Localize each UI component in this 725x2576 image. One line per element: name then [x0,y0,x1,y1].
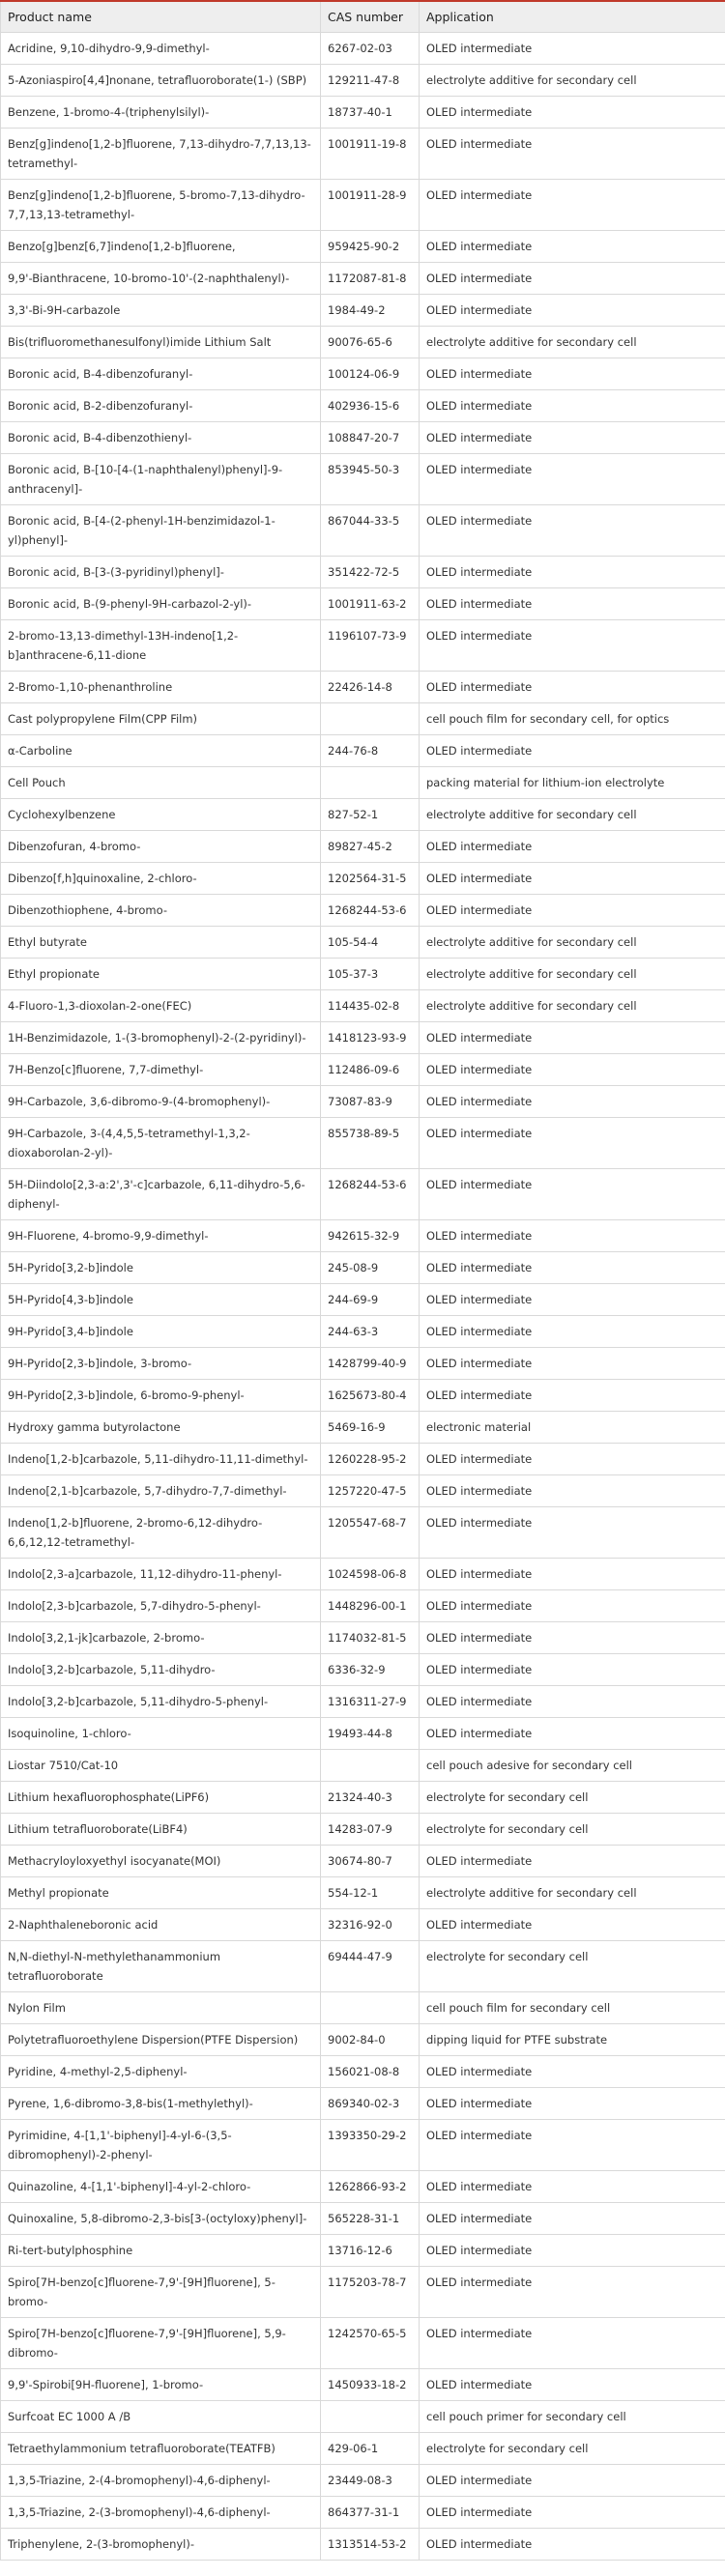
application-cell: OLED intermediate [420,1654,725,1686]
product-name-cell: 5H-Pyrido[3,2-b]indole [1,1252,321,1284]
application-cell: dipping liquid for PTFE substrate [420,2024,725,2056]
product-name-cell: Quinazoline, 4-[1,1'-biphenyl]-4-yl-2-chloro- [1,2171,321,2203]
application-cell: electrolyte for secondary cell [420,1941,725,1992]
cas-number-cell: 1202564-31-5 [321,863,420,895]
product-name-cell: 9,9'-Spirobi[9H-fluorene], 1-bromo- [1,2369,321,2401]
table-row [1,65,725,97]
cas-number-cell: 156021-08-8 [321,2056,420,2088]
product-name-cell: Ethyl propionate [1,959,321,990]
application-cell: OLED intermediate [420,735,725,767]
cas-number-cell: 1242570-65-5 [321,2318,420,2369]
application-cell: OLED intermediate [420,1118,725,1169]
cas-number-cell: 5469-16-9 [321,1412,420,1444]
product-name-cell: Cell Pouch [1,767,321,799]
application-cell: OLED intermediate [420,231,725,263]
product-name-cell: 9,9'-Bianthracene, 10-bromo-10'-(2-naphthalenyl)- [1,263,321,295]
product-name-cell: Boronic acid, B-2-dibenzofuranyl- [1,390,321,422]
application-cell: OLED intermediate [420,2529,725,2561]
cas-number-cell: 869340-02-3 [321,2088,420,2120]
table-row [1,1686,725,1718]
product-name-cell: 2-Bromo-1,10-phenanthroline [1,672,321,703]
table-row [1,620,725,672]
product-name-cell: 4-Fluoro-1,3-dioxolan-2-one(FEC) [1,990,321,1022]
product-name-cell: Bis(trifluoromethanesulfonyl)imide Lithium Salt [1,327,321,358]
product-name-cell: Triphenylene, 2-(3-bromophenyl)- [1,2529,321,2561]
cas-number-cell: 1984-49-2 [321,295,420,327]
table-row [1,2401,725,2433]
cas-number-cell: 1625673-80-4 [321,1380,420,1412]
application-cell: electronic material [420,1412,725,1444]
application-cell: OLED intermediate [420,1444,725,1475]
cas-number-cell: 14283-07-9 [321,1814,420,1846]
table-row [1,672,725,703]
application-cell: electrolyte additive for secondary cell [420,327,725,358]
product-name-cell: Indeno[1,2-b]fluorene, 2-bromo-6,12-dihydro-6,6,12,12-tetramethyl- [1,1507,321,1559]
cas-number-cell: 959425-90-2 [321,231,420,263]
application-cell: cell pouch adesive for secondary cell [420,1750,725,1782]
application-cell: cell pouch film for secondary cell, for optics [420,703,725,735]
application-cell: OLED intermediate [420,1086,725,1118]
product-name-cell: 1,3,5-Triazine, 2-(4-bromophenyl)-4,6-diphenyl- [1,2465,321,2497]
product-name-cell: Benz[g]indeno[1,2-b]fluorene, 7,13-dihydro-7,7,13,13-tetramethyl- [1,129,321,180]
product-name-cell: Cast polypropylene Film(CPP Film) [1,703,321,735]
cas-number-cell [321,703,420,735]
application-cell: OLED intermediate [420,1686,725,1718]
application-cell: OLED intermediate [420,422,725,454]
product-name-cell: Ethyl butyrate [1,927,321,959]
product-name-cell: 9H-Fluorene, 4-bromo-9,9-dimethyl- [1,1220,321,1252]
application-cell: OLED intermediate [420,180,725,231]
cas-number-cell [321,1750,420,1782]
cas-number-cell: 1024598-06-8 [321,1559,420,1590]
table-row [1,895,725,927]
table-row [1,97,725,129]
product-name-cell: Dibenzothiophene, 4-bromo- [1,895,321,927]
application-cell: electrolyte for secondary cell [420,1814,725,1846]
table-row [1,505,725,557]
product-name-cell: 9H-Pyrido[3,4-b]indole [1,1316,321,1348]
cas-number-cell: 1262866-93-2 [321,2171,420,2203]
application-cell: electrolyte for secondary cell [420,1782,725,1814]
product-name-cell: Pyrene, 1,6-dibromo-3,8-bis(1-methylethyl)- [1,2088,321,2120]
table-row [1,263,725,295]
application-cell: OLED intermediate [420,1559,725,1590]
cas-number-cell: 1172087-81-8 [321,263,420,295]
table-row [1,231,725,263]
table-row [1,454,725,505]
table-row [1,1169,725,1220]
application-cell: electrolyte additive for secondary cell [420,65,725,97]
application-cell: OLED intermediate [420,1169,725,1220]
table-row [1,2497,725,2529]
application-cell: OLED intermediate [420,863,725,895]
table-row [1,1654,725,1686]
product-name-cell: Boronic acid, B-4-dibenzothienyl- [1,422,321,454]
product-name-cell: Indolo[3,2-b]carbazole, 5,11-dihydro-5-phenyl- [1,1686,321,1718]
table-row [1,2529,725,2561]
cas-number-cell: 1175203-78-7 [321,2267,420,2318]
cas-number-cell: 245-08-9 [321,1252,420,1284]
product-name-cell: Spiro[7H-benzo[c]fluorene-7,9'-[9H]fluorene], 5-bromo- [1,2267,321,2318]
cas-number-cell: 1001911-63-2 [321,588,420,620]
table-row [1,390,725,422]
product-name-cell: 5-Azoniaspiro[4,4]nonane, tetrafluoroborate(1-) (SBP) [1,65,321,97]
table-row [1,1118,725,1169]
table-row [1,1507,725,1559]
application-cell: OLED intermediate [420,1590,725,1622]
product-name-cell: 9H-Carbazole, 3-(4,4,5,5-tetramethyl-1,3,2-dioxaborolan-2-yl)- [1,1118,321,1169]
cas-number-cell: 114435-02-8 [321,990,420,1022]
table-row [1,1814,725,1846]
cas-number-cell: 18737-40-1 [321,97,420,129]
cas-number-cell: 129211-47-8 [321,65,420,97]
application-cell: electrolyte additive for secondary cell [420,959,725,990]
cas-number-cell: 22426-14-8 [321,672,420,703]
cas-number-cell: 402936-15-6 [321,390,420,422]
cas-number-cell: 100124-06-9 [321,358,420,390]
application-cell: OLED intermediate [420,2203,725,2235]
product-name-cell: Boronic acid, B-[4-(2-phenyl-1H-benzimidazol-1-yl)phenyl]- [1,505,321,557]
product-name-cell: Hydroxy gamma butyrolactone [1,1412,321,1444]
table-row [1,1054,725,1086]
product-name-cell: Indolo[2,3-a]carbazole, 11,12-dihydro-11-phenyl- [1,1559,321,1590]
table-row [1,1284,725,1316]
table-row [1,1846,725,1877]
cas-number-cell: 1196107-73-9 [321,620,420,672]
application-cell: OLED intermediate [420,295,725,327]
product-name-cell: Quinoxaline, 5,8-dibromo-2,3-bis[3-(octyloxy)phenyl]- [1,2203,321,2235]
cas-number-cell: 1001911-19-8 [321,129,420,180]
application-cell: OLED intermediate [420,1252,725,1284]
cas-number-cell: 13716-12-6 [321,2235,420,2267]
table-row [1,1475,725,1507]
cas-number-cell: 23449-08-3 [321,2465,420,2497]
cas-number-cell: 853945-50-3 [321,454,420,505]
application-cell: OLED intermediate [420,2171,725,2203]
cas-number-cell: 864377-31-1 [321,2497,420,2529]
cas-number-cell: 112486-09-6 [321,1054,420,1086]
product-name-cell: 3,3'-Bi-9H-carbazole [1,295,321,327]
cas-number-cell: 69444-47-9 [321,1941,420,1992]
cas-number-cell: 105-37-3 [321,959,420,990]
application-cell: OLED intermediate [420,1054,725,1086]
application-cell: OLED intermediate [420,1380,725,1412]
table-row [1,1909,725,1941]
application-cell: OLED intermediate [420,358,725,390]
product-name-cell: Tetraethylammonium tetrafluoroborate(TEATFB) [1,2433,321,2465]
table-row [1,2465,725,2497]
product-name-cell: Boronic acid, B-(9-phenyl-9H-carbazol-2-yl)- [1,588,321,620]
cas-number-cell: 89827-45-2 [321,831,420,863]
application-cell: packing material for lithium-ion electrolyte [420,767,725,799]
product-name-cell: 9H-Pyrido[2,3-b]indole, 6-bromo-9-phenyl- [1,1380,321,1412]
cas-number-cell: 1450933-18-2 [321,2369,420,2401]
cas-number-cell: 1257220-47-5 [321,1475,420,1507]
cas-number-cell: 9002-84-0 [321,2024,420,2056]
product-name-cell: Pyrimidine, 4-[1,1'-biphenyl]-4-yl-6-(3,5-dibromophenyl)-2-phenyl- [1,2120,321,2171]
table-row [1,735,725,767]
table-row [1,959,725,990]
product-name-cell: Indolo[3,2-b]carbazole, 5,11-dihydro- [1,1654,321,1686]
table-row [1,2024,725,2056]
cas-number-cell: 1268244-53-6 [321,895,420,927]
cas-number-cell: 32316-92-0 [321,1909,420,1941]
table-row [1,1444,725,1475]
application-cell: OLED intermediate [420,588,725,620]
application-cell: electrolyte additive for secondary cell [420,799,725,831]
cas-number-cell: 1205547-68-7 [321,1507,420,1559]
table-row [1,422,725,454]
table-row [1,2267,725,2318]
cas-number-cell: 827-52-1 [321,799,420,831]
application-cell: OLED intermediate [420,2465,725,2497]
product-name-cell: Surfcoat EC 1000 A /B [1,2401,321,2433]
table-row [1,2433,725,2465]
application-cell: OLED intermediate [420,557,725,588]
table-row [1,1252,725,1284]
table-row [1,1348,725,1380]
product-name-cell: N,N-diethyl-N-methylethanammonium tetrafluoroborate [1,1941,321,1992]
cas-number-cell: 30674-80-7 [321,1846,420,1877]
table-row [1,2235,725,2267]
cas-number-cell: 942615-32-9 [321,1220,420,1252]
cas-number-cell: 1316311-27-9 [321,1686,420,1718]
application-cell: electrolyte additive for secondary cell [420,927,725,959]
application-cell: OLED intermediate [420,33,725,65]
cas-number-cell [321,767,420,799]
application-cell: OLED intermediate [420,2088,725,2120]
cas-number-cell: 554-12-1 [321,1877,420,1909]
product-name-cell: Ri-tert-butylphosphine [1,2235,321,2267]
cas-number-cell: 1448296-00-1 [321,1590,420,1622]
table-row [1,2056,725,2088]
table-row [1,557,725,588]
table-row [1,863,725,895]
application-cell: cell pouch primer for secondary cell [420,2401,725,2433]
table-row [1,327,725,358]
application-cell: OLED intermediate [420,2120,725,2171]
table-row [1,1316,725,1348]
cas-number-cell: 6267-02-03 [321,33,420,65]
application-cell: OLED intermediate [420,1475,725,1507]
cas-number-cell: 1428799-40-9 [321,1348,420,1380]
cas-number-cell: 6336-32-9 [321,1654,420,1686]
table-row [1,2171,725,2203]
application-cell: OLED intermediate [420,390,725,422]
cas-number-cell: 244-76-8 [321,735,420,767]
application-cell: cell pouch film for secondary cell [420,1992,725,2024]
table-row [1,1782,725,1814]
column-header-application: Application [420,1,725,33]
cas-number-cell: 1268244-53-6 [321,1169,420,1220]
application-cell: OLED intermediate [420,129,725,180]
product-name-cell: Dibenzo[f,h]quinoxaline, 2-chloro- [1,863,321,895]
table-row [1,1941,725,1992]
table-row [1,1086,725,1118]
product-name-cell: Isoquinoline, 1-chloro- [1,1718,321,1750]
table-row [1,990,725,1022]
application-cell: OLED intermediate [420,1316,725,1348]
table-row [1,1622,725,1654]
application-cell: electrolyte additive for secondary cell [420,1877,725,1909]
product-name-cell: Methacryloyloxyethyl isocyanate(MOI) [1,1846,321,1877]
table-row [1,1412,725,1444]
table-row [1,1877,725,1909]
product-name-cell: Methyl propionate [1,1877,321,1909]
application-cell: OLED intermediate [420,672,725,703]
cas-number-cell: 244-63-3 [321,1316,420,1348]
product-name-cell: 9H-Pyrido[2,3-b]indole, 3-bromo- [1,1348,321,1380]
table-row [1,703,725,735]
product-name-cell: Benz[g]indeno[1,2-b]fluorene, 5-bromo-7,13-dihydro-7,7,13,13-tetramethyl- [1,180,321,231]
cas-number-cell: 1260228-95-2 [321,1444,420,1475]
product-name-cell: Lithium tetrafluoroborate(LiBF4) [1,1814,321,1846]
cas-number-cell: 429-06-1 [321,2433,420,2465]
application-cell: OLED intermediate [420,2267,725,2318]
application-cell: OLED intermediate [420,620,725,672]
cas-number-cell: 351422-72-5 [321,557,420,588]
cas-number-cell: 1313514-53-2 [321,2529,420,2561]
product-name-cell: Polytetrafluoroethylene Dispersion(PTFE Dispersion) [1,2024,321,2056]
product-name-cell: 9H-Carbazole, 3,6-dibromo-9-(4-bromophenyl)- [1,1086,321,1118]
product-name-cell: 7H-Benzo[c]fluorene, 7,7-dimethyl- [1,1054,321,1086]
product-name-cell: Dibenzofuran, 4-bromo- [1,831,321,863]
product-name-cell: Indeno[1,2-b]carbazole, 5,11-dihydro-11,11-dimethyl- [1,1444,321,1475]
product-name-cell: Cyclohexylbenzene [1,799,321,831]
product-name-cell: 5H-Pyrido[4,3-b]indole [1,1284,321,1316]
cas-number-cell: 565228-31-1 [321,2203,420,2235]
application-cell: OLED intermediate [420,2318,725,2369]
application-cell: OLED intermediate [420,505,725,557]
application-cell: OLED intermediate [420,1718,725,1750]
column-header-cas-number: CAS number [321,1,420,33]
application-cell: OLED intermediate [420,2056,725,2088]
application-cell: OLED intermediate [420,2235,725,2267]
table-row [1,1992,725,2024]
table-header-row [1,1,725,33]
table-row [1,358,725,390]
table-row [1,295,725,327]
cas-number-cell: 1418123-93-9 [321,1022,420,1054]
table-row [1,2203,725,2235]
application-cell: OLED intermediate [420,2369,725,2401]
product-name-cell: 5H-Diindolo[2,3-a:2',3'-c]carbazole, 6,11-dihydro-5,6-diphenyl- [1,1169,321,1220]
product-name-cell: 1,3,5-Triazine, 2-(3-bromophenyl)-4,6-diphenyl- [1,2497,321,2529]
table-row [1,1590,725,1622]
application-cell: OLED intermediate [420,1284,725,1316]
application-cell: OLED intermediate [420,895,725,927]
product-name-cell: Lithium hexafluorophosphate(LiPF6) [1,1782,321,1814]
application-cell: electrolyte for secondary cell [420,2433,725,2465]
cas-number-cell: 867044-33-5 [321,505,420,557]
table-row [1,2369,725,2401]
application-cell: OLED intermediate [420,1622,725,1654]
product-name-cell: Indolo[3,2,1-jk]carbazole, 2-bromo- [1,1622,321,1654]
table-row [1,1559,725,1590]
product-name-cell: 2-bromo-13,13-dimethyl-13H-indeno[1,2-b]anthracene-6,11-dione [1,620,321,672]
table-row [1,1022,725,1054]
product-name-cell: Boronic acid, B-[10-[4-(1-naphthalenyl)phenyl]-9-anthracenyl]- [1,454,321,505]
product-name-cell: 2-Naphthaleneboronic acid [1,1909,321,1941]
product-name-cell: Benzene, 1-bromo-4-(triphenylsilyl)- [1,97,321,129]
table-row [1,831,725,863]
table-row [1,2088,725,2120]
application-cell: OLED intermediate [420,454,725,505]
cas-number-cell: 19493-44-8 [321,1718,420,1750]
cas-number-cell: 108847-20-7 [321,422,420,454]
table-row [1,927,725,959]
cas-number-cell: 90076-65-6 [321,327,420,358]
cas-number-cell: 244-69-9 [321,1284,420,1316]
cas-number-cell [321,2401,420,2433]
cas-number-cell [321,1992,420,2024]
product-name-cell: Boronic acid, B-[3-(3-pyridinyl)phenyl]- [1,557,321,588]
table-row [1,1220,725,1252]
application-cell: OLED intermediate [420,2497,725,2529]
application-cell: OLED intermediate [420,97,725,129]
product-name-cell: 1H-Benzimidazole, 1-(3-bromophenyl)-2-(2-pyridinyl)- [1,1022,321,1054]
application-cell: OLED intermediate [420,1022,725,1054]
table-row [1,1750,725,1782]
cas-number-cell: 855738-89-5 [321,1118,420,1169]
application-cell: OLED intermediate [420,1348,725,1380]
table-row [1,588,725,620]
table-row [1,129,725,180]
application-cell: OLED intermediate [420,1507,725,1559]
application-cell: OLED intermediate [420,1846,725,1877]
application-cell: OLED intermediate [420,1220,725,1252]
application-cell: OLED intermediate [420,1909,725,1941]
product-name-cell: α-Carboline [1,735,321,767]
cas-number-cell: 1174032-81-5 [321,1622,420,1654]
table-row [1,33,725,65]
product-name-cell: Spiro[7H-benzo[c]fluorene-7,9'-[9H]fluorene], 5,9-dibromo- [1,2318,321,2369]
product-name-cell: Nylon Film [1,1992,321,2024]
table-row [1,1380,725,1412]
cas-number-cell: 21324-40-3 [321,1782,420,1814]
table-row [1,767,725,799]
table-row [1,2120,725,2171]
cas-number-cell: 73087-83-9 [321,1086,420,1118]
table-row [1,1718,725,1750]
cas-number-cell: 105-54-4 [321,927,420,959]
product-name-cell: Liostar 7510/Cat-10 [1,1750,321,1782]
product-name-cell: Indeno[2,1-b]carbazole, 5,7-dihydro-7,7-dimethyl- [1,1475,321,1507]
product-name-cell: Acridine, 9,10-dihydro-9,9-dimethyl- [1,33,321,65]
application-cell: OLED intermediate [420,263,725,295]
column-header-product-name: Product name [1,1,321,33]
product-name-cell: Pyridine, 4-methyl-2,5-diphenyl- [1,2056,321,2088]
product-name-cell: Indolo[2,3-b]carbazole, 5,7-dihydro-5-phenyl- [1,1590,321,1622]
table-row [1,2318,725,2369]
application-cell: OLED intermediate [420,831,725,863]
application-cell: electrolyte additive for secondary cell [420,990,725,1022]
cas-number-cell: 1001911-28-9 [321,180,420,231]
table-row [1,799,725,831]
product-name-cell: Boronic acid, B-4-dibenzofuranyl- [1,358,321,390]
product-name-cell: Benzo[g]benz[6,7]indeno[1,2-b]fluorene, [1,231,321,263]
cas-number-cell: 1393350-29-2 [321,2120,420,2171]
table-row [1,180,725,231]
